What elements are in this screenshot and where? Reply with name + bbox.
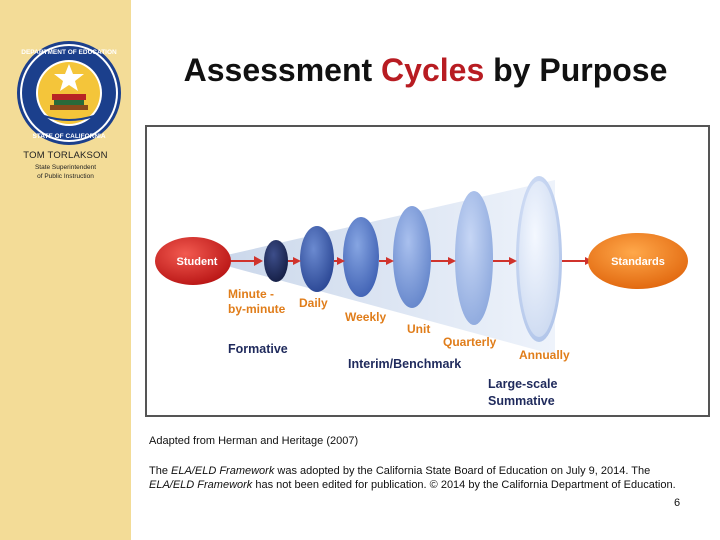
sidebar [0, 0, 131, 540]
label-annually: Annually [519, 348, 570, 362]
title-pre: Assessment [183, 52, 382, 88]
student-label: Student [176, 256, 218, 268]
superintendent-title [0, 163, 131, 181]
label-formative: Formative [228, 342, 288, 356]
label-summative-line1: Large-scale [488, 377, 558, 391]
assessment-cycles-diagram [145, 125, 710, 417]
label-interim-benchmark: Interim/Benchmark [348, 357, 462, 371]
label-summative-line2: Summative [488, 394, 555, 408]
footer-italic-2: ELA/ELD Framework [149, 479, 253, 491]
footer-note [149, 464, 694, 492]
slide-title [131, 52, 720, 89]
cycle-ellipse-minute [264, 240, 288, 282]
cycle-ellipse-annually-highlight [519, 181, 559, 337]
superintendent-title-line1: State Superintendent [34, 164, 97, 171]
source-caption: Adapted from Herman and Heritage (2007) [149, 435, 359, 447]
label-weekly: Weekly [345, 310, 387, 324]
department-of-education-seal-icon [14, 38, 124, 148]
superintendent-title-line2: of Public Instruction [37, 173, 94, 180]
title-post: by Purpose [484, 52, 668, 88]
label-minute-line2: by-minute [228, 302, 286, 316]
label-unit: Unit [407, 322, 431, 336]
superintendent-name: TOM TORLAKSON [23, 150, 108, 161]
cycle-ellipse-weekly [343, 217, 379, 297]
standards-label: Standards [611, 256, 665, 268]
cycle-ellipse-unit [393, 206, 431, 308]
seal-bottom-text: STATE OF CALIFORNIA [32, 133, 106, 140]
page-number: 6 [674, 497, 681, 509]
seal-top-text: DEPARTMENT OF EDUCATION [21, 49, 117, 56]
footer-text-3: has not been edited for publication. © 2014 by the California Department of Education. [252, 479, 676, 491]
cycle-ellipse-daily [300, 226, 334, 292]
footer-text-2: was adopted by the California State Board of Education on July 9, 2014. The [274, 465, 651, 477]
label-quarterly: Quarterly [443, 335, 497, 349]
label-daily: Daily [299, 296, 328, 310]
footer-text-1: The [149, 465, 172, 477]
cycle-ellipse-quarterly [455, 191, 493, 325]
title-accent: Cycles [381, 52, 485, 88]
label-minute-line1: Minute - [228, 287, 274, 301]
footer-italic-1: ELA/ELD Framework [171, 465, 275, 477]
